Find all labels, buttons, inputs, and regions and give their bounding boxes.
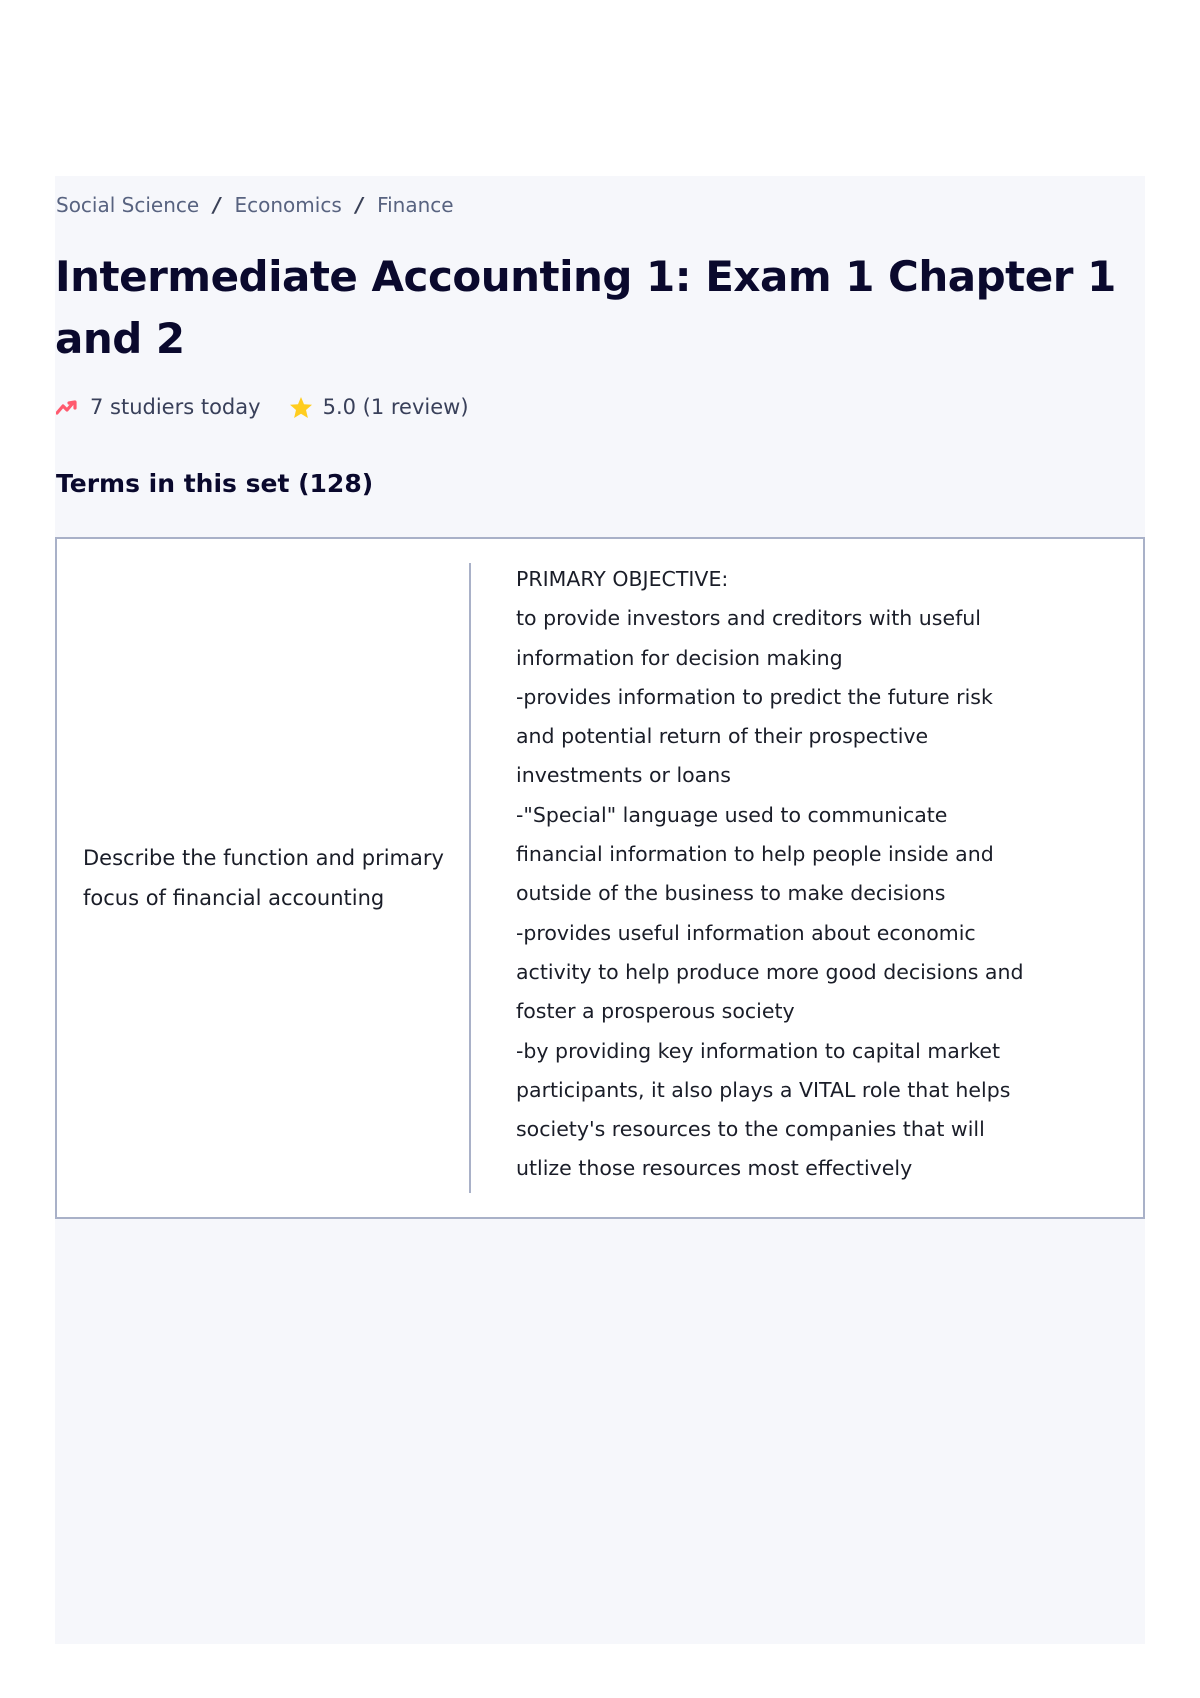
definition-line: -provides useful information about economic xyxy=(516,920,976,945)
term-divider xyxy=(469,563,471,1193)
definition-line: and potential return of their prospective xyxy=(516,724,929,749)
term-word-text: Describe the function and primary focus of financial accounting xyxy=(83,846,444,910)
term-definition xyxy=(516,560,1096,1189)
definition-line: financial information to help people inside and xyxy=(516,842,994,867)
term-card xyxy=(55,537,1145,1219)
definition-line: activity to help produce more good decisions and xyxy=(516,959,1024,984)
breadcrumb-separator: / xyxy=(355,193,364,217)
star-icon xyxy=(289,396,313,419)
definition-line: investments or loans xyxy=(516,763,731,788)
set-stats xyxy=(56,392,469,422)
breadcrumb-item-economics[interactable]: Economics xyxy=(234,193,342,217)
set-page-panel xyxy=(55,176,1145,1644)
term-word xyxy=(83,539,453,1217)
definition-line: -"Special" language used to communicate xyxy=(516,802,948,827)
definition-line: foster a prosperous society xyxy=(516,999,795,1024)
definition-line: to provide investors and creditors with useful xyxy=(516,606,981,631)
definition-line: -by providing key information to capital market xyxy=(516,1038,1001,1063)
trending-up-icon xyxy=(56,399,80,415)
definition-line: outside of the business to make decisions xyxy=(516,881,946,906)
definition-line: PRIMARY OBJECTIVE: xyxy=(516,567,729,591)
studiers-count: 7 studiers today xyxy=(90,395,261,419)
page-title: Intermediate Accounting 1: Exam 1 Chapter 1 and 2 xyxy=(55,252,1116,363)
breadcrumb-item-social-science[interactable]: Social Science xyxy=(56,193,200,217)
definition-line: utlize those resources most effectively xyxy=(516,1156,913,1181)
rating-stat[interactable] xyxy=(289,395,469,419)
definition-line: participants, it also plays a VITAL role that helps xyxy=(516,1077,1011,1102)
definition-line: society's resources to the companies that will xyxy=(516,1117,985,1142)
breadcrumb-item-finance[interactable]: Finance xyxy=(377,193,454,217)
breadcrumb-separator: / xyxy=(213,193,221,217)
terms-heading: Terms in this set (128) xyxy=(56,469,374,498)
definition-line: information for decision making xyxy=(516,645,843,670)
studiers-stat xyxy=(56,395,261,419)
breadcrumb xyxy=(56,190,454,220)
rating-text: 5.0 (1 review) xyxy=(322,395,469,419)
definition-line: -provides information to predict the future risk xyxy=(516,684,993,709)
